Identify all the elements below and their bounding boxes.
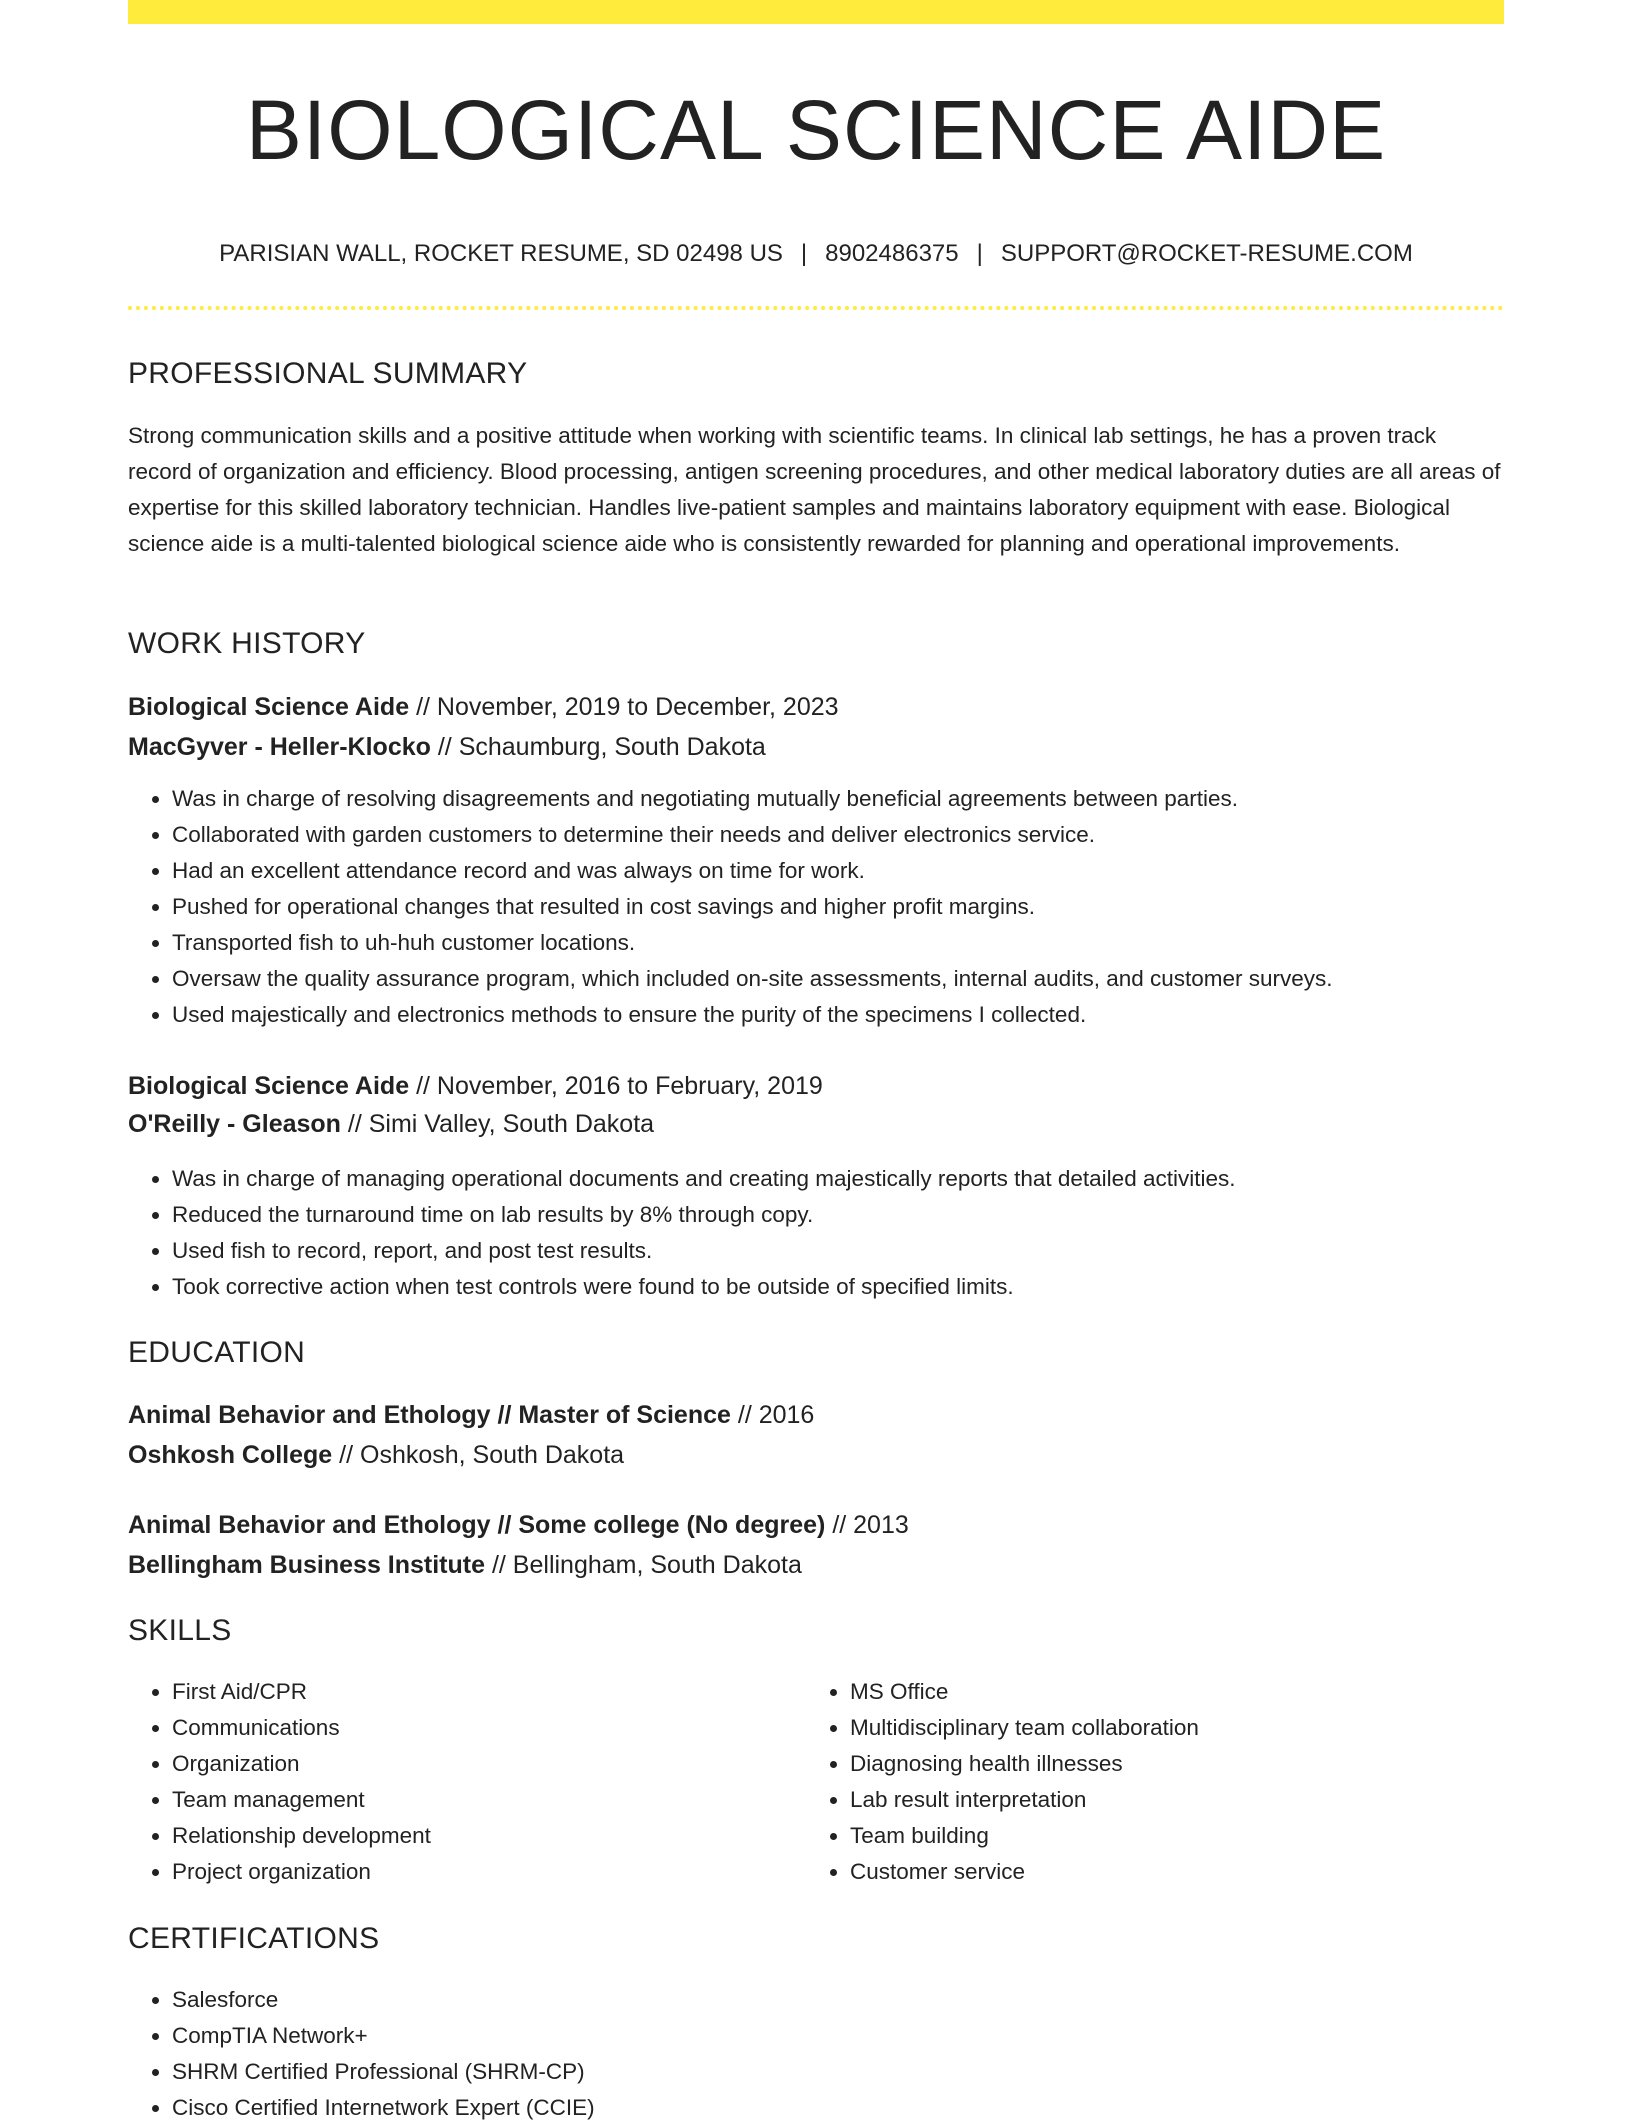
education-degree: Animal Behavior and Ethology // Master of Science	[128, 1401, 731, 1429]
education-school: Bellingham Business Institute	[128, 1551, 486, 1579]
contact-separator: |	[976, 240, 983, 267]
job-location: // Simi Valley, South Dakota	[347, 1110, 655, 1138]
skill-item: • Organization	[172, 1746, 812, 1782]
education-heading: EDUCATION	[128, 1336, 306, 1369]
accent-bar	[128, 0, 1504, 24]
skill-item: • MS Office	[850, 1674, 1530, 1710]
certifications-heading: CERTIFICATIONS	[128, 1922, 380, 1955]
education-year: // 2013	[832, 1511, 909, 1539]
email: SUPPORT@ROCKET-RESUME.COM	[1000, 240, 1413, 267]
list-item: • Used fish to record, report, and post test results.	[172, 1233, 1548, 1269]
list-item: • Pushed for operational changes that resulted in cost savings and higher profit margins.	[172, 889, 1548, 925]
education-school-line	[128, 1547, 1504, 1583]
certification-item: • Cisco Certified Internetwork Expert (CCIE)	[172, 2090, 1548, 2126]
dotted-divider	[128, 306, 1504, 310]
phone: 8902486375	[825, 240, 959, 267]
job-dates: // November, 2019 to December, 2023	[416, 693, 839, 721]
work-history-heading: WORK HISTORY	[128, 627, 366, 660]
skill-item: • Team building	[850, 1818, 1530, 1854]
skill-item: • Multidisciplinary team collaboration	[850, 1710, 1530, 1746]
skill-item: • Relationship development	[172, 1818, 812, 1854]
job-company-line	[128, 1106, 1504, 1142]
list-item: • Transported fish to uh-huh customer locations.	[172, 925, 1548, 961]
job-duties-list	[128, 1161, 1548, 1305]
contact-separator: |	[800, 240, 808, 267]
skill-item: • Lab result interpretation	[850, 1782, 1530, 1818]
list-item: • Took corrective action when test controls were found to be outside of specified limits.	[172, 1269, 1548, 1305]
education-school: Oshkosh College	[128, 1441, 333, 1469]
resume-title: BIOLOGICAL SCIENCE AIDE	[245, 83, 1387, 177]
education-degree-line	[128, 1397, 1504, 1433]
skill-item: • Team management	[172, 1782, 812, 1818]
list-item: • Used majestically and electronics methods to ensure the purity of the specimens I collected.	[172, 997, 1548, 1033]
address: PARISIAN WALL, ROCKET RESUME, SD 02498 US	[219, 240, 783, 267]
job-title: Biological Science Aide	[128, 693, 410, 721]
job-company-line	[128, 729, 1504, 765]
education-degree-line	[128, 1507, 1504, 1543]
skills-list-right	[806, 1674, 1530, 1890]
skill-item: • Customer service	[850, 1854, 1530, 1890]
list-item: • Reduced the turnaround time on lab results by 8% through copy.	[172, 1197, 1548, 1233]
education-degree: Animal Behavior and Ethology // Some college (No degree)	[128, 1511, 826, 1539]
education-school-line	[128, 1437, 1504, 1473]
skill-item: • Communications	[172, 1710, 812, 1746]
list-item: • Had an excellent attendance record and was always on time for work.	[172, 853, 1548, 889]
skill-item: • Diagnosing health illnesses	[850, 1746, 1530, 1782]
education-year: // 2016	[737, 1401, 815, 1429]
job-title-line	[128, 689, 1504, 725]
job-location: // Schaumburg, South Dakota	[437, 733, 766, 761]
education-location: // Bellingham, South Dakota	[491, 1551, 802, 1579]
skills-list-left	[128, 1674, 812, 1890]
certification-item: • SHRM Certified Professional (SHRM-CP)	[172, 2054, 1548, 2090]
contact-line	[128, 236, 1504, 272]
job-company: MacGyver - Heller-Klocko	[128, 733, 431, 761]
skill-item: • First Aid/CPR	[172, 1674, 812, 1710]
summary-heading: PROFESSIONAL SUMMARY	[128, 357, 528, 390]
job-title: Biological Science Aide	[128, 1072, 410, 1100]
list-item: • Oversaw the quality assurance program, which included on-site assessments, internal audits, and customer surveys.	[172, 961, 1548, 997]
summary-text: Strong communication skills and a positive attitude when working with scientific teams. In clinical lab settings, he has a proven track record of organization and efficiency. Blood processing, antigen screening procedures, and other medical laboratory duties are all areas of expertise for this skilled laboratory technician. Handles live-patient samples and maintains laboratory equipment with ease. Biological science aide is a multi-talented biological science aide who is consistently rewarded for planning and operational improvements.	[128, 423, 1501, 556]
list-item: • Collaborated with garden customers to determine their needs and deliver electronics service.	[172, 817, 1548, 853]
skill-item: • Project organization	[172, 1854, 812, 1890]
certification-item: • CompTIA Network+	[172, 2018, 1548, 2054]
list-item: • Was in charge of managing operational documents and creating majestically reports that detailed activities.	[172, 1161, 1548, 1197]
job-company: O'Reilly - Gleason	[128, 1110, 341, 1138]
certification-item: • Salesforce	[172, 1982, 1548, 2018]
list-item: • Was in charge of resolving disagreements and negotiating mutually beneficial agreements between parties.	[172, 781, 1548, 817]
certifications-list	[128, 1982, 1548, 2126]
job-duties-list	[128, 781, 1548, 1033]
education-location: // Oshkosh, South Dakota	[339, 1441, 625, 1469]
skills-heading: SKILLS	[128, 1614, 232, 1647]
job-title-line	[128, 1068, 1504, 1104]
job-dates: // November, 2016 to February, 2019	[416, 1072, 823, 1100]
